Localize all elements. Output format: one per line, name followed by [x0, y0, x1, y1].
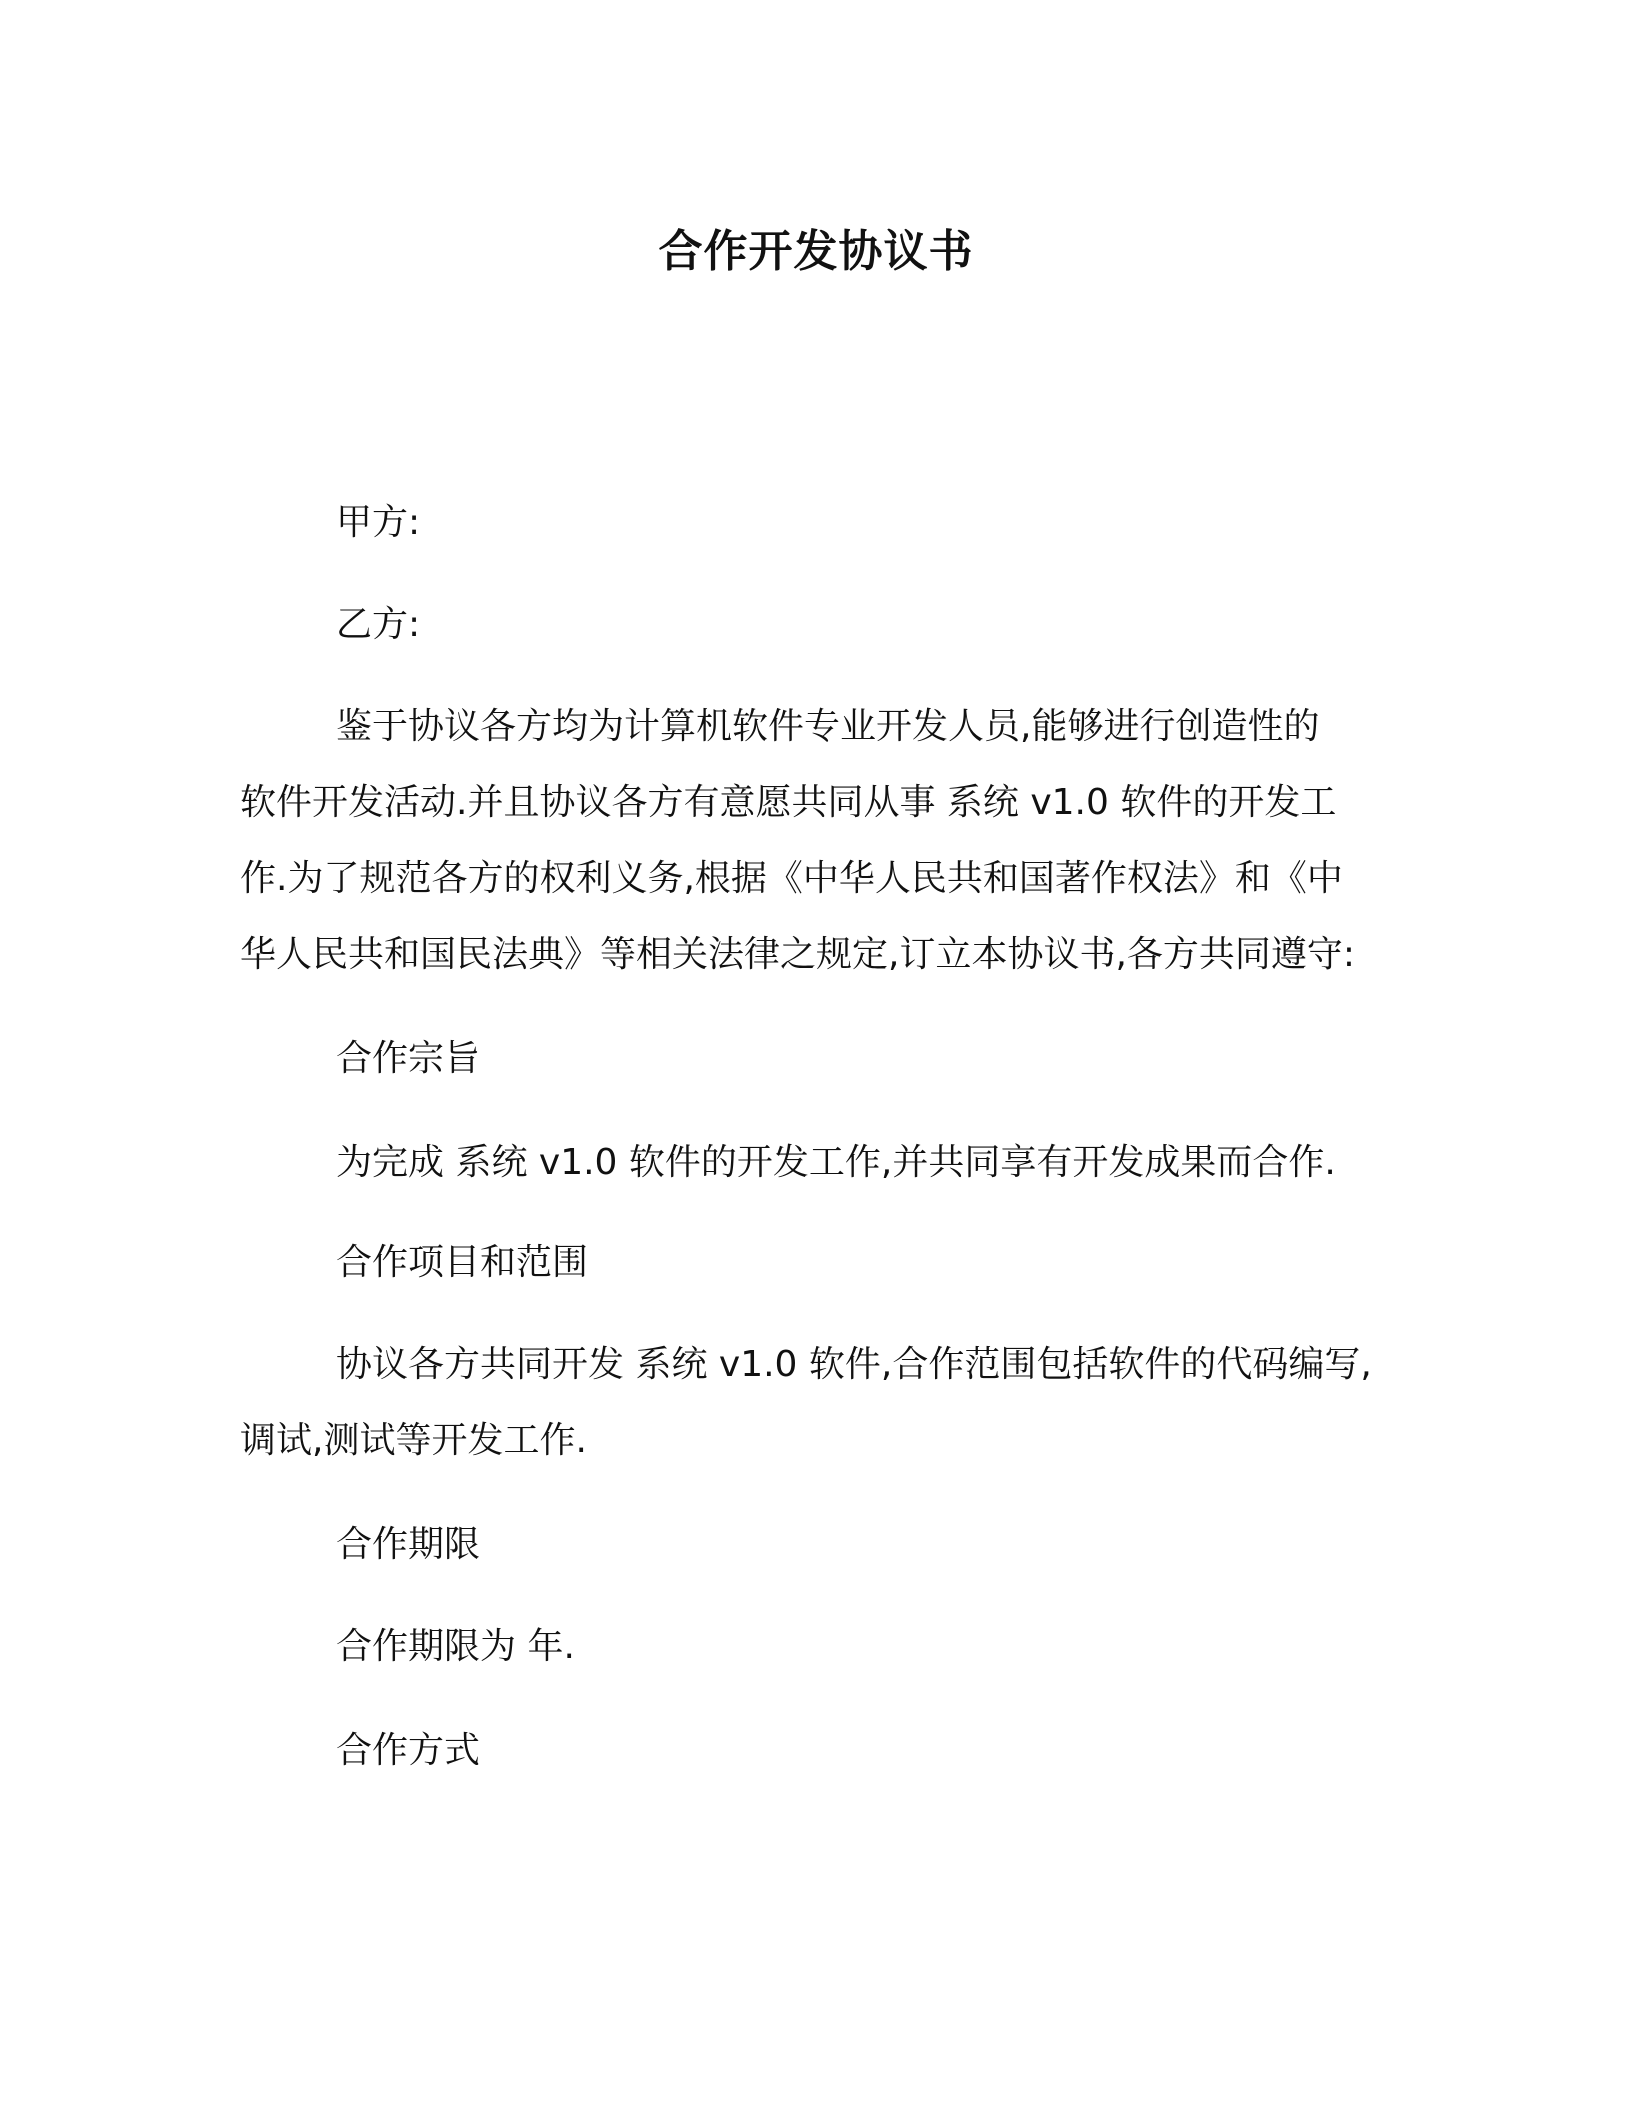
- section-body-line: 调试,测试等开发工作.: [240, 1420, 587, 1461]
- section-body-line: 合作期限为 年.: [336, 1626, 575, 1667]
- preamble-line: 鉴于协议各方均为计算机软件专业开发人员,能够进行创造性的: [336, 706, 1320, 747]
- party-b-label: 乙方:: [336, 604, 421, 645]
- party-a-label: 甲方:: [336, 502, 421, 543]
- section-body-line: 协议各方共同开发 系统 v1.0 软件,合作范围包括软件的代码编写,: [336, 1344, 1372, 1385]
- preamble-line: 软件开发活动.并且协议各方有意愿共同从事 系统 v1.0 软件的开发工: [240, 782, 1337, 823]
- section-heading: 合作方式: [336, 1730, 481, 1771]
- section-heading: 合作宗旨: [336, 1038, 481, 1079]
- preamble-line: 作.为了规范各方的权利义务,根据《中华人民共和国著作权法》和《中: [240, 858, 1343, 899]
- document-title: 合作开发协议书: [658, 226, 974, 277]
- preamble-line: 华人民共和国民法典》等相关法律之规定,订立本协议书,各方共同遵守:: [240, 934, 1356, 975]
- section-heading: 合作项目和范围: [336, 1242, 589, 1283]
- section-body-line: 为完成 系统 v1.0 软件的开发工作,并共同享有开发成果而合作.: [336, 1142, 1336, 1183]
- section-heading: 合作期限: [336, 1524, 481, 1565]
